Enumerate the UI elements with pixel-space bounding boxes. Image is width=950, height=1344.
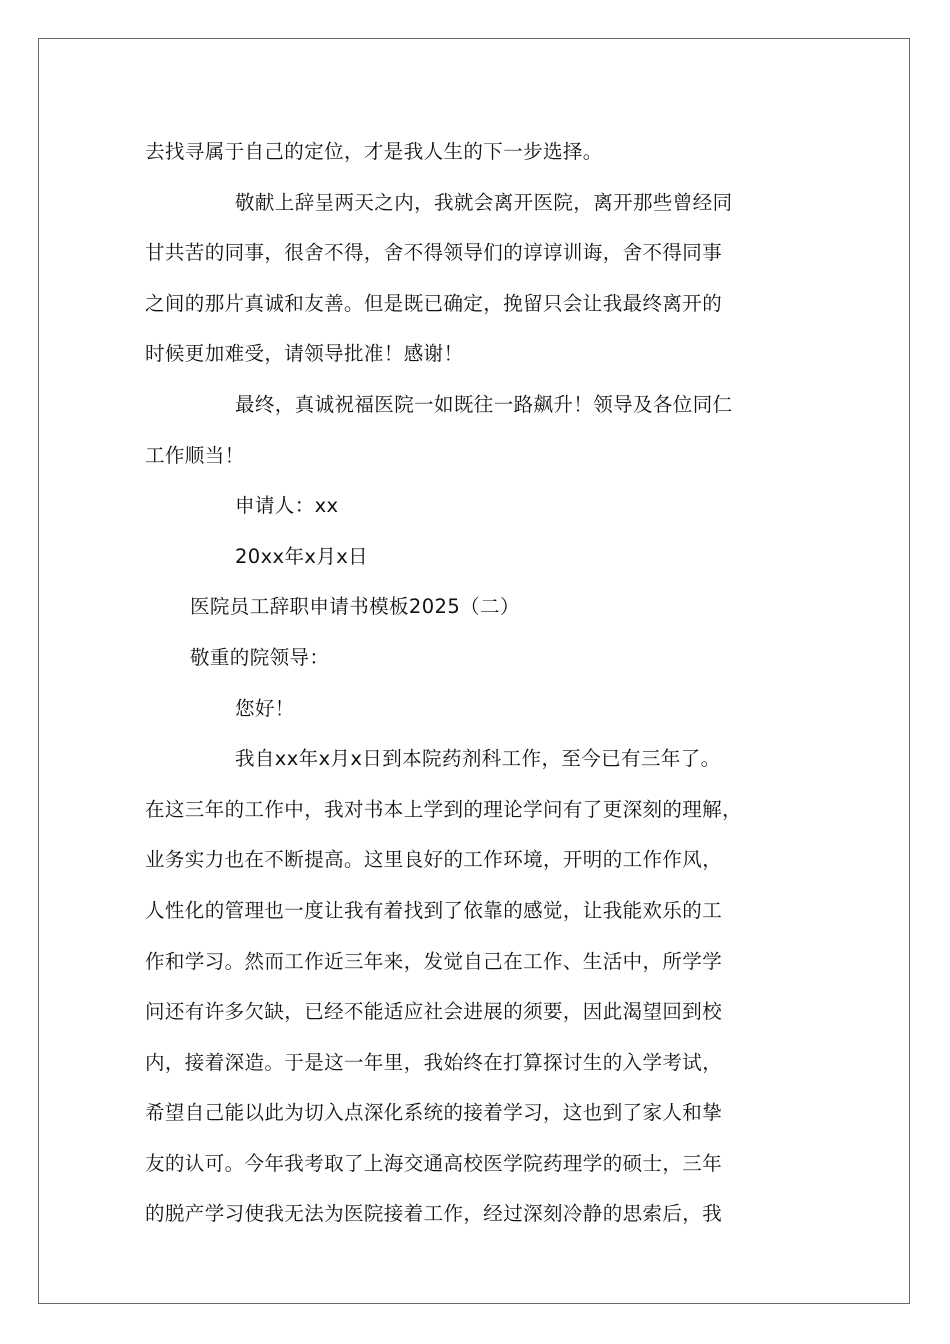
text-line: 作和学习。然而工作近三年来，发觉自己在工作、生活中，所学学 xyxy=(145,949,723,973)
date-line: 20xx年x月x日 xyxy=(235,544,369,568)
paragraph-line: 最终，真诚祝福医院一如既往一路飙升！领导及各位同仁 xyxy=(235,392,733,416)
greeting: 您好！ xyxy=(235,696,295,720)
text-line: 时候更加难受，请领导批准！感谢！ xyxy=(145,342,464,366)
salutation: 敬重的院领导： xyxy=(190,645,330,669)
text-line: 工作顺当！ xyxy=(145,443,245,467)
applicant-line: 申请人：xx xyxy=(235,494,339,518)
text-line: 甘共苦的同事，很舍不得，舍不得领导们的谆谆训诲，舍不得同事 xyxy=(145,241,723,265)
text-line: 之间的那片真诚和友善。但是既已确定，挽留只会让我最终离开的 xyxy=(145,291,723,315)
section-title: 医院员工辞职申请书模板2025（二） xyxy=(190,595,520,619)
paragraph-line: 我自xx年x月x日到本院药剂科工作，至今已有三年了。 xyxy=(235,747,721,771)
text-line: 问还有许多欠缺，已经不能适应社会进展的须要，因此渴望回到校 xyxy=(145,1000,723,1024)
text-line: 人性化的管理也一度让我有着找到了依靠的感觉，让我能欢乐的工 xyxy=(145,898,723,922)
text-line: 友的认可。今年我考取了上海交通高校医学院药理学的硕士，三年 xyxy=(145,1151,723,1175)
text-line: 业务实力也在不断提高。这里良好的工作环境，开明的工作作风， xyxy=(145,848,723,872)
text-line: 的脱产学习使我无法为医院接着工作，经过深刻冷静的思索后，我 xyxy=(145,1202,723,1226)
paragraph-line: 敬献上辞呈两天之内，我就会离开医院，离开那些曾经同 xyxy=(235,190,733,214)
text-line: 在这三年的工作中，我对书本上学到的理论学问有了更深刻的理解， xyxy=(145,797,743,821)
document-body xyxy=(145,127,825,1240)
text-line: 去找寻属于自己的定位，才是我人生的下一步选择。 xyxy=(145,140,603,163)
text-line: 希望自己能以此为切入点深化系统的接着学习，这也到了家人和挚 xyxy=(145,1101,723,1125)
text-line: 内，接着深造。于是这一年里，我始终在打算探讨生的入学考试， xyxy=(145,1050,723,1074)
